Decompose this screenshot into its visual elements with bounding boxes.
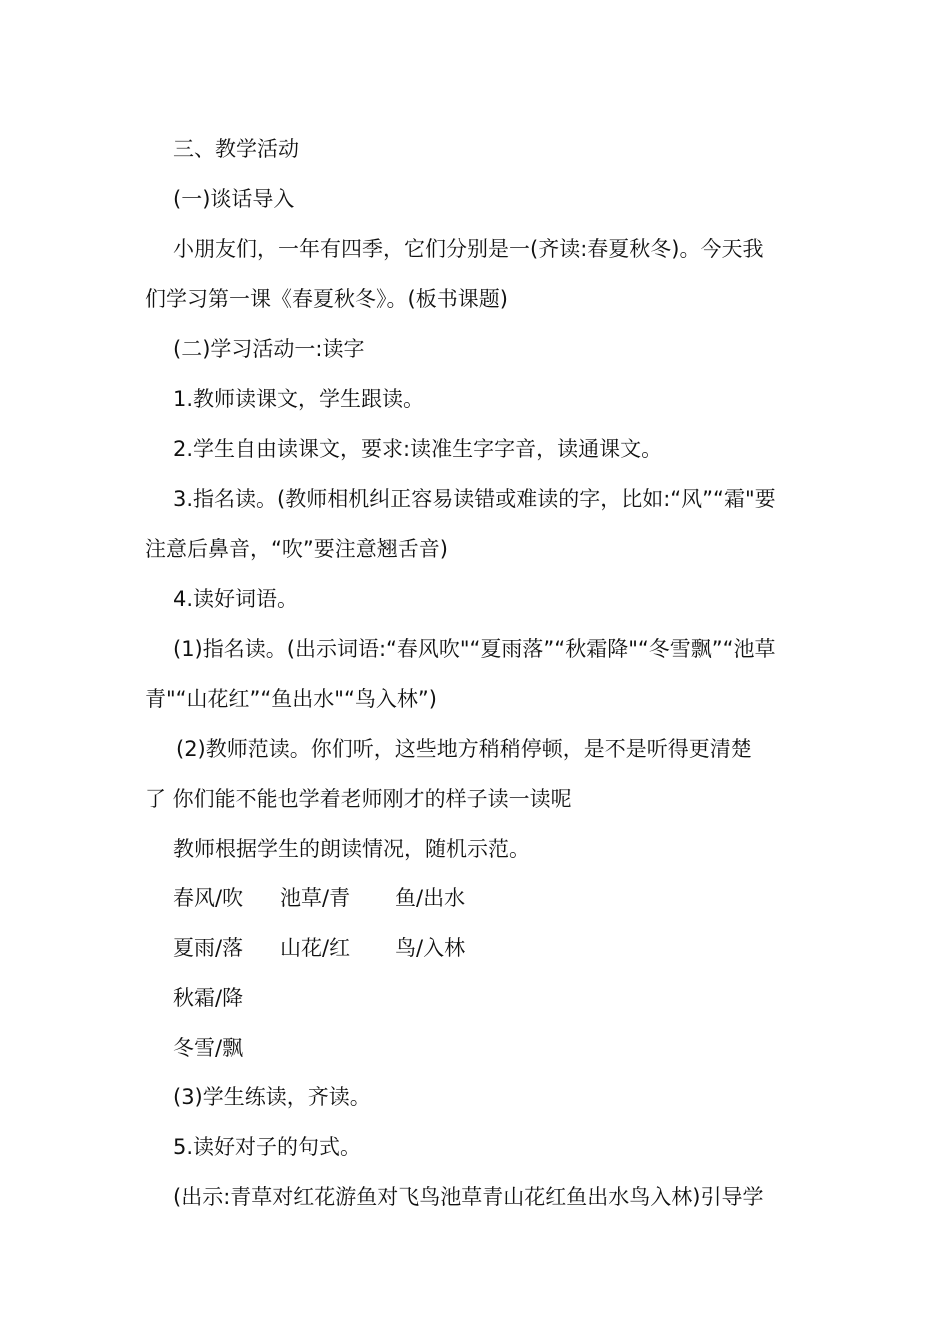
paragraph-line: (出示:青草对红花游鱼对飞鸟池草青山花红鱼出水鸟入林)引导学 (173, 1185, 764, 1209)
phrase-item: 池草/青 (280, 886, 351, 910)
phrase-item: 夏雨/落 (173, 936, 244, 960)
phrase-item: 鸟/入林 (395, 936, 466, 960)
paragraph-line: 注意后鼻音，“吹”要注意翘舌音) (145, 537, 448, 561)
phrase-item: 山花/红 (280, 936, 351, 960)
paragraph-line: 了 你们能不能也学着老师刚才的样子读一读呢 (145, 787, 572, 811)
subsection-heading: (二)学习活动一:读字 (173, 337, 365, 361)
paragraph-line: 们学习第一课《春夏秋冬》。(板书课题) (145, 287, 508, 311)
phrase-item: 秋霜/降 (173, 986, 244, 1010)
paragraph-line: (1)指名读。(出示词语:“春风吹"“夏雨落”“秋霜降"“冬雪飘”“池草 (173, 637, 776, 661)
paragraph-line: 小朋友们，一年有四季，它们分别是一(齐读:春夏秋冬)。今天我 (173, 237, 764, 261)
paragraph-line: 1.教师读课文，学生跟读。 (173, 387, 425, 411)
phrase-item: 冬雪/飘 (173, 1036, 244, 1060)
paragraph-line: 5.读好对子的句式。 (173, 1135, 362, 1159)
paragraph-line: 教师根据学生的朗读情况，随机示范。 (173, 837, 530, 861)
phrase-item: 春风/吹 (173, 886, 244, 910)
paragraph-line: (3)学生练读，齐读。 (173, 1085, 371, 1109)
phrase-item: 鱼/出水 (395, 886, 466, 910)
paragraph-line: 2.学生自由读课文，要求:读准生字字音，读通课文。 (173, 437, 663, 461)
paragraph-line: 青"“山花红”“鱼出水"“鸟入林”) (145, 687, 437, 711)
paragraph-line: 4.读好词语。 (173, 587, 299, 611)
section-heading: 三、教学活动 (173, 137, 299, 161)
paragraph-line: 3.指名读。(教师相机纠正容易读错或难读的字，比如:“风”“霜"要 (173, 487, 776, 511)
paragraph-line: (2)教师范读。你们听，这些地方稍稍停顿，是不是听得更清楚 (176, 737, 752, 761)
subsection-heading: (一)谈话导入 (173, 187, 295, 211)
